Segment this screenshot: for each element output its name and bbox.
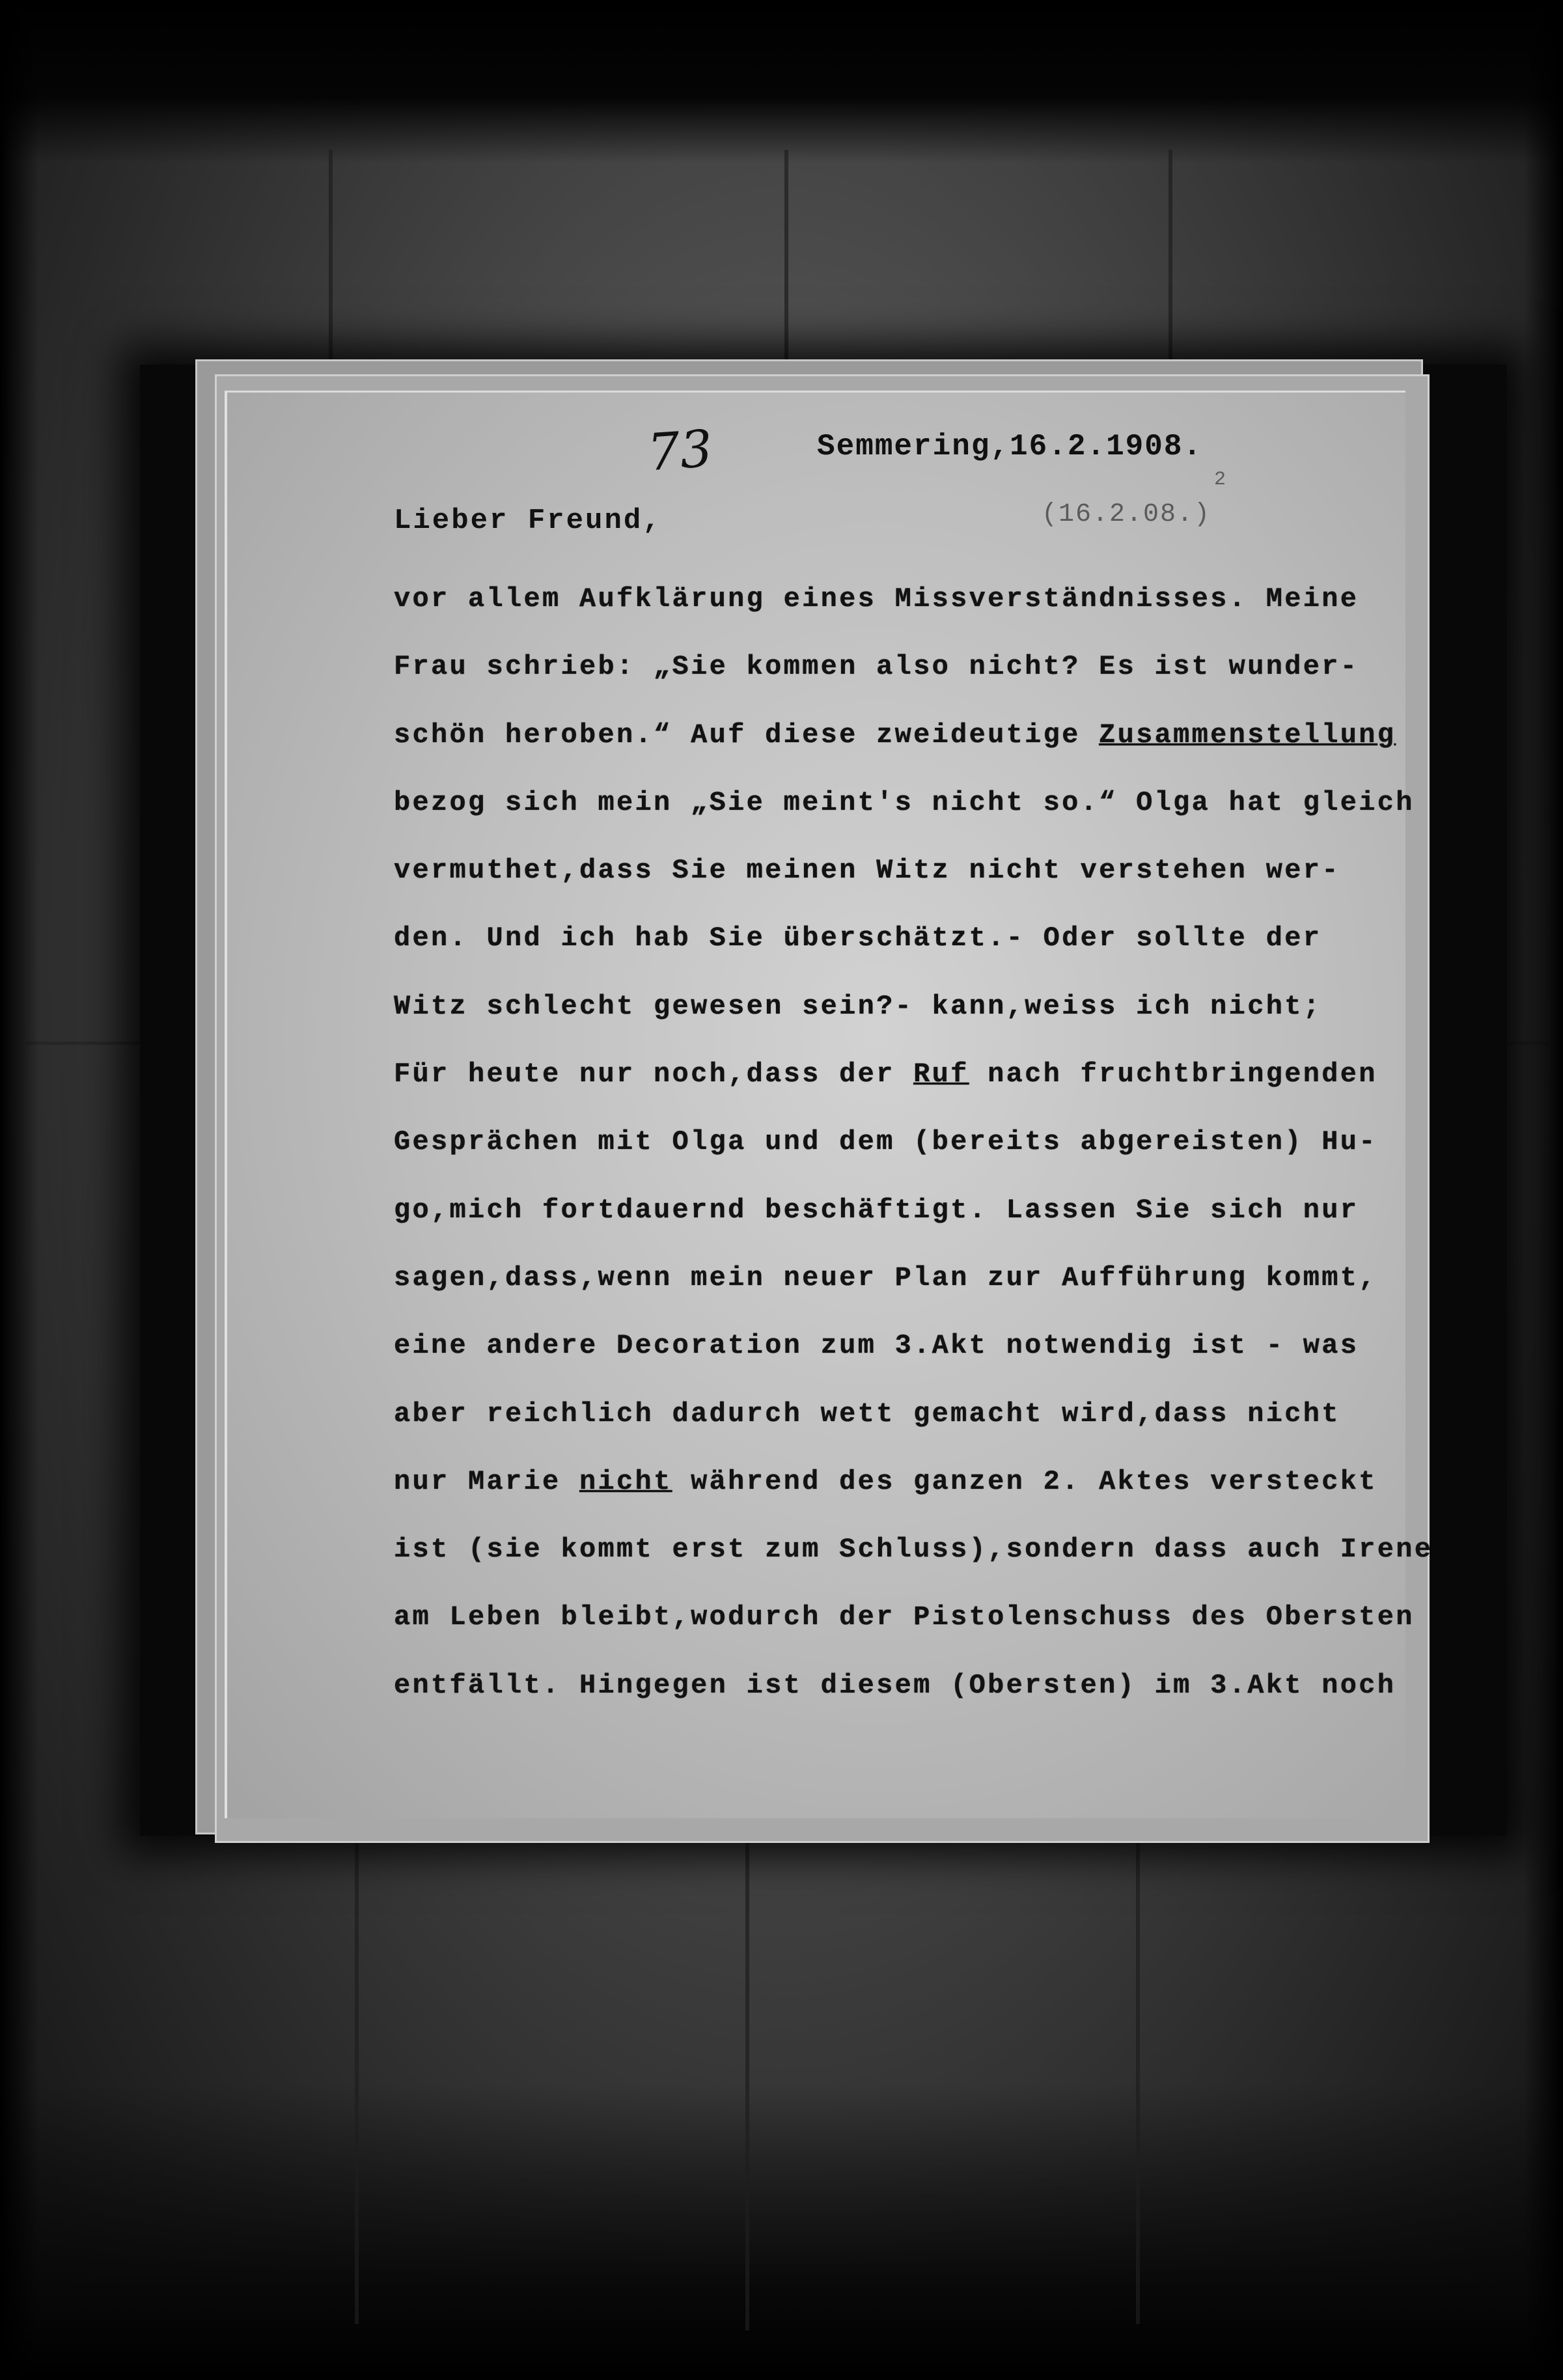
left-edge-shadow xyxy=(0,0,39,2380)
letter-body xyxy=(394,565,1433,1719)
line-text: schön heroben.“ Auf diese zweideutige xyxy=(394,719,1100,751)
line-text: sagen,dass,wenn mein neuer Plan zur Aufführung kommt, xyxy=(394,1262,1377,1294)
letter-line xyxy=(394,701,1409,769)
letter-line xyxy=(394,1583,1415,1651)
right-edge-shadow xyxy=(1524,0,1563,2380)
board-seam xyxy=(1136,1816,1140,2324)
board-seam xyxy=(355,1816,359,2324)
letter-line xyxy=(394,1380,1409,1448)
board-seam xyxy=(1169,150,1172,365)
line-text: go,mich fortdauernd beschäftigt. Lassen Sie sich nur xyxy=(394,1194,1359,1226)
line-text: ist (sie kommt erst zum Schluss),sondern dass auch Irene xyxy=(394,1534,1433,1566)
board-seam xyxy=(745,1823,749,2331)
line-text: bezog sich mein „Sie meint's nicht so.“ Olga hat gleich xyxy=(394,786,1415,818)
page-number: 73 xyxy=(645,419,715,483)
line-text: Gesprächen mit Olga und dem (bereits abgereisten) Hu- xyxy=(394,1126,1377,1158)
letter-line xyxy=(394,1652,1409,1719)
line-text: aber reichlich dadurch wett gemacht wird,dass nicht xyxy=(394,1398,1340,1430)
line-text: am Leben bleibt,wodurch der Pistolenschuss des Obersten xyxy=(394,1601,1415,1633)
dateline: Semmering,16.2.1908. xyxy=(817,430,1203,464)
bottom-shadow xyxy=(0,2083,1563,2380)
line-text: Witz schlecht gewesen sein?- kann,weiss ich nicht; xyxy=(394,990,1322,1022)
line-text: vor allem Aufklärung eines Missverständnisses. Meine xyxy=(394,583,1359,615)
letter-line xyxy=(394,565,1409,633)
line-text: Für heute nur noch,dass der xyxy=(394,1059,914,1090)
letter-line xyxy=(394,1176,1409,1244)
letter-line xyxy=(394,904,1409,972)
underlined-word: Zusammenstellung xyxy=(1099,719,1396,751)
line-text: entfällt. Hingegen ist diesem (Obersten) im 3.Akt noch xyxy=(394,1669,1396,1701)
archive-superscript: 2 xyxy=(1214,469,1226,491)
top-shadow xyxy=(0,0,1563,163)
letter-line xyxy=(394,1040,1409,1108)
letter-line xyxy=(394,1448,1409,1515)
letter-line xyxy=(394,633,1409,700)
letter-line xyxy=(394,1312,1409,1379)
line-text: den. Und ich hab Sie überschätzt.- Oder sollte der xyxy=(394,922,1322,954)
letter-line xyxy=(394,837,1409,904)
board-seam xyxy=(26,1042,156,1045)
line-text: Frau schrieb: „Sie kommen also nicht? Es ist wunder- xyxy=(394,651,1359,683)
archive-date: (16.2.08.) xyxy=(1042,500,1211,529)
letter-line xyxy=(394,1108,1409,1176)
line-text: eine andere Decoration zum 3.Akt notwendig ist - was xyxy=(394,1330,1359,1362)
underlined-word: nicht xyxy=(579,1465,672,1497)
board-seam xyxy=(784,150,788,365)
letter-line xyxy=(394,973,1409,1040)
salutation: Lieber Freund, xyxy=(394,505,662,537)
underlined-word: Ruf xyxy=(913,1059,969,1090)
line-text: nach fruchtbringenden xyxy=(969,1059,1377,1090)
letter-line xyxy=(394,1244,1409,1312)
letter-line xyxy=(394,769,1415,837)
line-text: während des ganzen 2. Aktes versteckt xyxy=(672,1465,1377,1497)
line-text: vermuthet,dass Sie meinen Witz nicht verstehen wer- xyxy=(394,855,1340,887)
letter-line xyxy=(394,1515,1433,1583)
line-text: nur Marie xyxy=(394,1465,580,1497)
